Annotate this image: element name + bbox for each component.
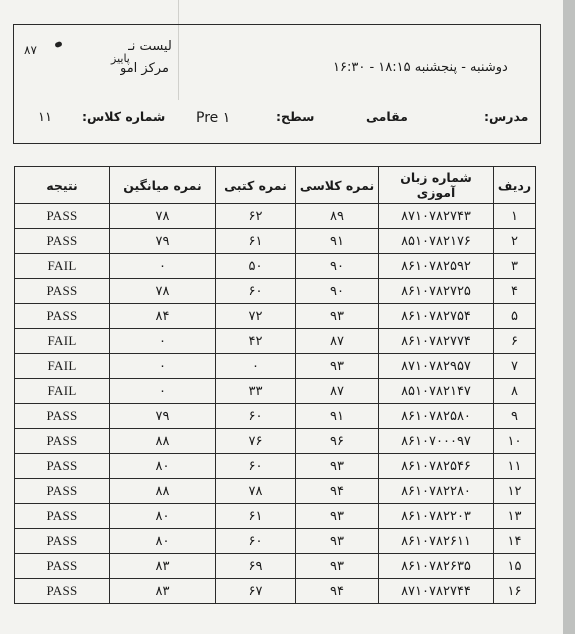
- class-level-value: Pre ۱: [196, 110, 231, 126]
- cell-row: ۱۰: [494, 429, 536, 454]
- cell-written: ۷۲: [216, 304, 296, 329]
- table-row: [15, 454, 536, 479]
- cell-written: ۶۱: [216, 229, 296, 254]
- cell-written: ۶۹: [216, 554, 296, 579]
- cell-result: PASS: [15, 204, 110, 229]
- cell-id: ۸۶۱۰۷۸۲۷۲۵: [379, 279, 494, 304]
- cell-average: ۸۸: [110, 429, 216, 454]
- cell-average: ۰: [110, 354, 216, 379]
- cell-id: ۸۶۱۰۷۸۲۷۵۴: [379, 304, 494, 329]
- col-average: نمره میانگین: [110, 167, 216, 204]
- cell-class: ۹۱: [296, 229, 379, 254]
- cell-result: PASS: [15, 279, 110, 304]
- cell-id: ۸۶۱۰۷۸۲۶۳۵: [379, 554, 494, 579]
- table-row: [15, 354, 536, 379]
- list-title: لیست نـ: [128, 40, 172, 53]
- cell-id: ۸۶۱۰۷۸۲۲۸۰: [379, 479, 494, 504]
- cell-class: ۹۳: [296, 504, 379, 529]
- cell-result: PASS: [15, 579, 110, 604]
- cell-row: ۳: [494, 254, 536, 279]
- cell-class: ۹۳: [296, 529, 379, 554]
- cell-average: ۰: [110, 379, 216, 404]
- cell-id: ۸۵۱۰۷۸۲۱۷۶: [379, 229, 494, 254]
- table-row: [15, 229, 536, 254]
- cell-written: ۶۷: [216, 579, 296, 604]
- cell-written: ۶۲: [216, 204, 296, 229]
- year-label: ۸۷: [24, 43, 37, 57]
- cell-id: ۸۶۱۰۷۸۲۵۸۰: [379, 404, 494, 429]
- table-row: [15, 529, 536, 554]
- level-value: مقامی: [366, 109, 408, 124]
- table-row: [15, 479, 536, 504]
- cell-average: ۰: [110, 254, 216, 279]
- cell-result: FAIL: [15, 254, 110, 279]
- col-result: نتیجه: [15, 167, 110, 204]
- cell-average: ۸۳: [110, 579, 216, 604]
- cell-class: ۹۴: [296, 479, 379, 504]
- cell-class: ۹۰: [296, 279, 379, 304]
- cell-average: ۷۸: [110, 204, 216, 229]
- cell-class: ۸۷: [296, 329, 379, 354]
- cell-class: ۹۳: [296, 554, 379, 579]
- season-label: پاییز: [111, 52, 130, 65]
- cell-result: FAIL: [15, 329, 110, 354]
- col-written: نمره کتبی: [216, 167, 296, 204]
- cell-average: ۸۰: [110, 504, 216, 529]
- center-label: مرکز آمو: [120, 62, 169, 75]
- cell-row: ۷: [494, 354, 536, 379]
- cell-row: ۱۲: [494, 479, 536, 504]
- cell-average: ۸۳: [110, 554, 216, 579]
- table-row: [15, 279, 536, 304]
- cell-written: ۶۱: [216, 504, 296, 529]
- cell-row: ۱۴: [494, 529, 536, 554]
- cell-class: ۹۴: [296, 579, 379, 604]
- cell-written: ۷۶: [216, 429, 296, 454]
- cell-class: ۹۱: [296, 404, 379, 429]
- cell-id: ۸۶۱۰۷۰۰۰۹۷: [379, 429, 494, 454]
- cell-average: ۷۸: [110, 279, 216, 304]
- grades-table: [14, 166, 536, 604]
- col-class: نمره کلاسی: [296, 167, 379, 204]
- cell-class: ۹۶: [296, 429, 379, 454]
- cell-id: ۸۷۱۰۷۸۲۷۴۴: [379, 579, 494, 604]
- cell-id: ۸۶۱۰۷۸۲۵۹۲: [379, 254, 494, 279]
- cell-row: ۱۱: [494, 454, 536, 479]
- table-row: [15, 254, 536, 279]
- cell-written: ۶۰: [216, 279, 296, 304]
- cell-result: PASS: [15, 304, 110, 329]
- cell-result: FAIL: [15, 354, 110, 379]
- cell-written: ۷۸: [216, 479, 296, 504]
- cell-result: PASS: [15, 404, 110, 429]
- cell-class: ۹۳: [296, 454, 379, 479]
- cell-id: ۸۶۱۰۷۸۲۷۷۴: [379, 329, 494, 354]
- cell-result: PASS: [15, 479, 110, 504]
- cell-written: ۶۰: [216, 404, 296, 429]
- cell-class: ۸۹: [296, 204, 379, 229]
- cell-average: ۷۹: [110, 404, 216, 429]
- cell-result: PASS: [15, 529, 110, 554]
- cell-result: PASS: [15, 429, 110, 454]
- teacher-label: مدرس:: [484, 109, 529, 124]
- cell-row: ۱۳: [494, 504, 536, 529]
- table-row: [15, 329, 536, 354]
- cell-average: ۷۹: [110, 229, 216, 254]
- cell-written: ۶۰: [216, 529, 296, 554]
- cell-average: ۸۰: [110, 454, 216, 479]
- class-number-value: ۱۱: [38, 110, 52, 125]
- cell-id: ۸۷۱۰۷۸۲۷۴۳: [379, 204, 494, 229]
- cell-row: ۲: [494, 229, 536, 254]
- cell-average: ۰: [110, 329, 216, 354]
- cell-row: ۱۶: [494, 579, 536, 604]
- cell-row: ۵: [494, 304, 536, 329]
- cell-id: ۸۶۱۰۷۸۲۶۱۱: [379, 529, 494, 554]
- table-row: [15, 429, 536, 454]
- cell-written: ۳۳: [216, 379, 296, 404]
- table-row: [15, 579, 536, 604]
- cell-result: FAIL: [15, 379, 110, 404]
- table-header-row: [15, 167, 536, 204]
- table-row: [15, 554, 536, 579]
- col-student-id: شماره زبان آموزی: [379, 167, 494, 204]
- header-box: [13, 24, 541, 144]
- cell-id: ۸۵۱۰۷۸۲۱۴۷: [379, 379, 494, 404]
- cell-class: ۹۳: [296, 354, 379, 379]
- cell-result: PASS: [15, 504, 110, 529]
- cell-average: ۸۴: [110, 304, 216, 329]
- col-row: ردیف: [494, 167, 536, 204]
- cell-row: ۴: [494, 279, 536, 304]
- cell-id: ۸۶۱۰۷۸۲۵۴۶: [379, 454, 494, 479]
- cell-id: ۸۶۱۰۷۸۲۲۰۳: [379, 504, 494, 529]
- cell-row: ۱۵: [494, 554, 536, 579]
- table-row: [15, 204, 536, 229]
- cell-row: ۱: [494, 204, 536, 229]
- schedule-label: دوشنبه - پنجشنبه ۱۸:۱۵ - ۱۶:۳۰: [333, 60, 508, 75]
- cell-class: ۸۷: [296, 379, 379, 404]
- cell-class: ۹۰: [296, 254, 379, 279]
- cell-written: ۵۰: [216, 254, 296, 279]
- cell-class: ۹۳: [296, 304, 379, 329]
- cell-average: ۸۸: [110, 479, 216, 504]
- cell-result: PASS: [15, 229, 110, 254]
- table-row: [15, 404, 536, 429]
- cell-id: ۸۷۱۰۷۸۲۹۵۷: [379, 354, 494, 379]
- table-row: [15, 379, 536, 404]
- cell-row: ۹: [494, 404, 536, 429]
- table-row: [15, 304, 536, 329]
- table-row: [15, 504, 536, 529]
- cell-row: ۸: [494, 379, 536, 404]
- level-label: سطح:: [276, 109, 315, 124]
- cell-written: ۶۰: [216, 454, 296, 479]
- cell-result: PASS: [15, 554, 110, 579]
- cell-average: ۸۰: [110, 529, 216, 554]
- cell-written: ۰: [216, 354, 296, 379]
- cell-row: ۶: [494, 329, 536, 354]
- class-number-label: شماره کلاس:: [82, 109, 166, 124]
- cell-written: ۴۲: [216, 329, 296, 354]
- cell-result: PASS: [15, 454, 110, 479]
